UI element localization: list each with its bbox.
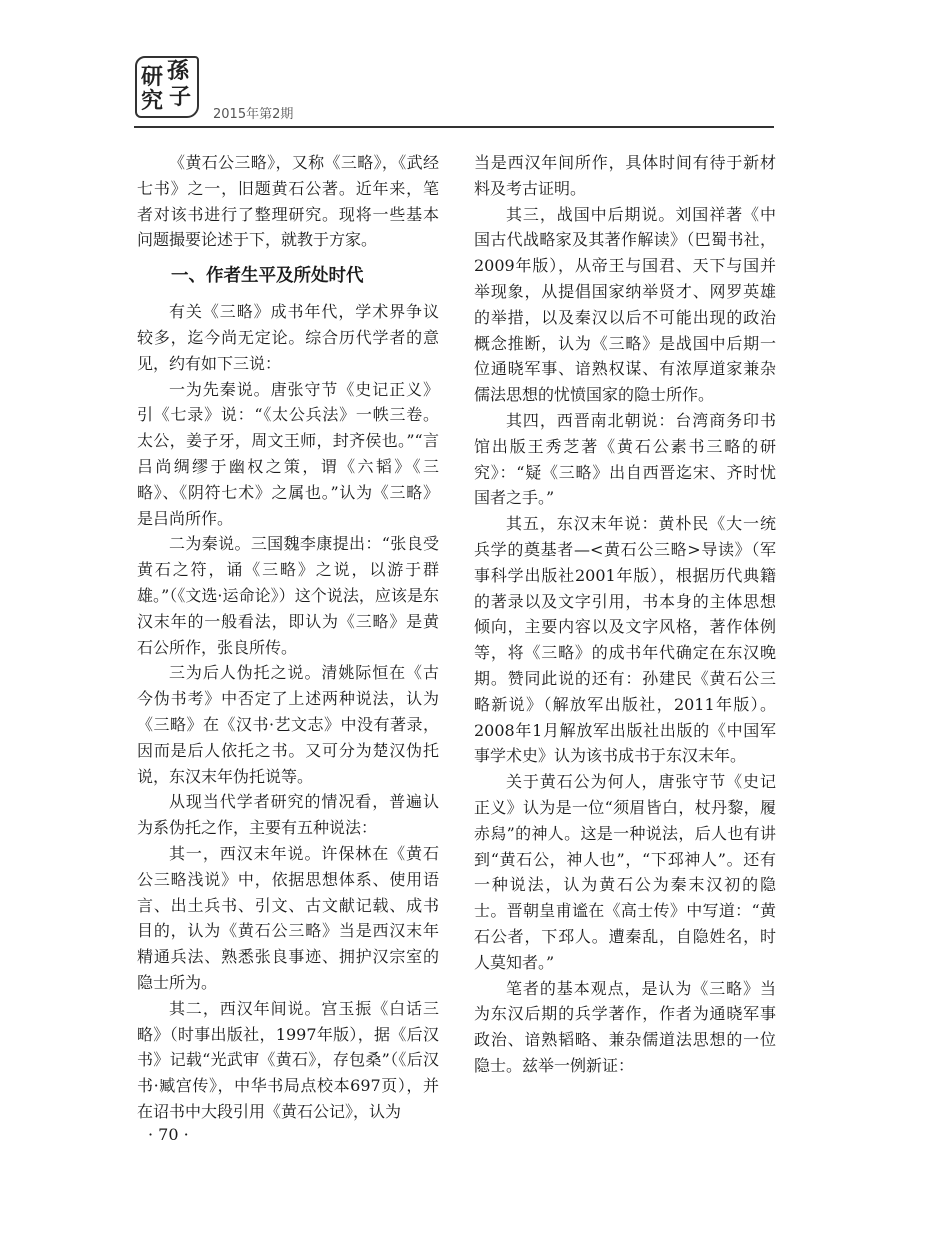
paragraph: 二为秦说。三国魏李康提出：“张良受黄石之符，诵《三略》之说，以游于群雄。”（《文选·运命论》）这个说法，应该是东汉末年的一般看法，即认为《三略》是黄石公所作，张良所传。 [137,534,439,657]
paragraph: 其三，战国中后期说。刘国祥著《中国古代战略家及其著作解读》（巴蜀书社，2009年版），从帝王与国君、天下与国并举现象，从提倡国家纳举贤才、网罗英雄的举措，以及秦汉以后不可能出现的政治概念推断，认为《三略》是战国中后期一位通晓军事、谙熟权谋、有浓厚道家兼杂儒法思想的忧愤国家的隐士所作。 [474,204,776,405]
logo-char: 究 [141,88,164,114]
left-column [137,150,439,1125]
logo-char: 孫 [167,58,190,84]
journal-logo [135,56,199,118]
paragraph: 三为后人伪托之说。清姚际恒在《古今伪书考》中否定了上述两种说法，认为《三略》在《汉书·艺文志》中没有著录，因而是后人依托之书。又可分为楚汉伪托说，东汉末年伪托说等。 [137,663,439,786]
paragraph: 笔者的基本观点，是认为《三略》当为东汉后期的兵学著作，作者为通晓军事政治、谙熟韬略、兼杂儒道法思想的一位隐士。兹举一例新证： [474,978,776,1075]
logo-char: 子 [169,84,192,110]
page-number: · 70 · [148,1125,189,1144]
section-heading: 一、作者生平及所处时代 [171,266,364,287]
paragraph: 一为先秦说。唐张守节《史记正义》引《七录》说：“《太公兵法》一帙三卷。太公，姜子牙，周文王师，封齐侯也。”“言吕尚绸缪于幽权之策，谓《六韬》《三略》、《阴符七术》之属也。”认为《三略》是吕尚所作。 [137,379,439,528]
paragraph: 从现当代学者研究的情况看，普遍认为系伪托之作，主要有五种说法： [137,792,439,838]
right-column [474,150,776,1079]
paragraph: 其五，东汉末年说：黄朴民《大一统兵学的奠基者—<黄石公三略>导读》（军事科学出版社2001年版），根据历代典籍的著录以及文字引用，书本身的主体思想倾向，主要内容以及文字风格，著作体例等，将《三略》的成书年代确定在东汉晚期。赞同此说的还有：孙建民《黄石公三略新说》（解放军出版社，2011年版）。2008年1月解放军出版社出版的《中国军事学术史》认为该书成书于东汉末年。 [474,514,776,766]
paragraph: 其二，西汉年间说。宫玉振《白话三略》（时事出版社，1997年版），据《后汉书》记载“光武审《黄石》，存包桑”（《后汉书·臧宫传》，中华书局点校本697页），并在诏书中大段引用《黄石公记》，认为 [137,998,439,1121]
header-rule [134,126,774,128]
paragraph-continued: 当是西汉年间所作，具体时间有待于新材料及考古证明。 [474,153,776,198]
paragraph: 有关《三略》成书年代，学术界争议较多，迄今尚无定论。综合历代学者的意见，约有如下三说： [137,302,439,373]
paragraph: 关于黄石公为何人，唐张守节《史记正义》认为是一位“须眉皆白，杖丹黎，履赤舄”的神人。这是一种说法，后人也有讲到“黄石公，神人也”，“下邳神人”。还有一种说法，认为黄石公为秦末汉初的隐士。晋朝皇甫谧在《高士传》中写道：“黄石公者，下邳人。遭秦乱，自隐姓名，时人莫知者。” [474,772,776,972]
logo-char: 研 [141,64,164,90]
paragraph: 其一，西汉末年说。许保林在《黄石公三略浅说》中，依据思想体系、使用语言、出土兵书、引文、古文献记载、成书目的，认为《黄石公三略》当是西汉末年精通兵法、熟悉张良事迹、拥护汉宗室的隐士所为。 [137,843,439,992]
paragraph: 其四，西晋南北朝说：台湾商务印书馆出版王秀芝著《黄石公素书三略的研究》：“疑《三略》出自西晋迄宋、齐时忧国者之手。” [474,410,776,508]
paragraph: 《黄石公三略》，又称《三略》，《武经七书》之一，旧题黄石公著。近年来，笔者对该书进行了整理研究。现将一些基本问题撮要论述于下，就教于方家。 [137,153,439,250]
issue-label: 2015年第2期 [213,107,294,122]
